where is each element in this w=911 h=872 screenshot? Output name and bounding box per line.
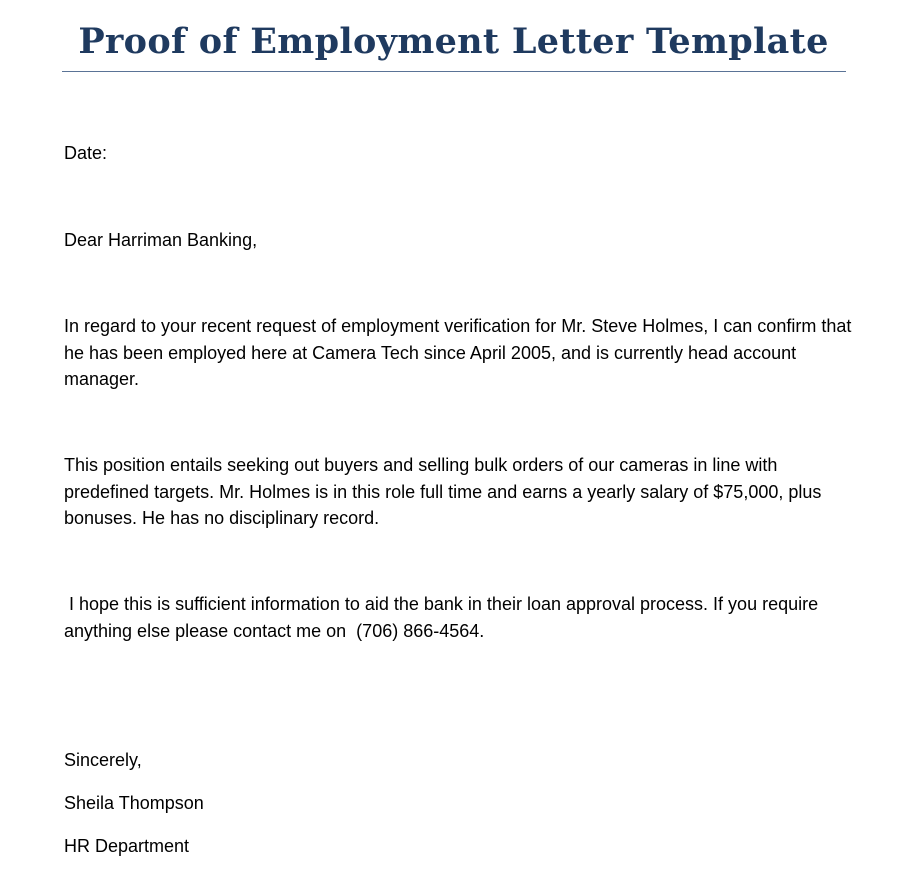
signer-department: HR Department — [64, 836, 190, 856]
date-label: Date: — [64, 143, 108, 163]
title-divider — [62, 71, 846, 72]
salutation: Dear Harriman Banking, — [64, 230, 258, 250]
paragraph-verification: In regard to your recent request of employment verification for Mr. Steve Holmes, I can confirm that he has been employed here at Camera Tech since April 2005, and is currently head account manager. — [64, 316, 857, 389]
paragraph-position-details: This position entails seeking out buyers and selling bulk orders of our cameras in line with predefined targets. Mr. Holmes is in this role full time and earns a yearly salary of $75,000, plus bonuses. He has no disciplinary record. — [64, 455, 827, 528]
closing: Sincerely, — [64, 750, 142, 770]
paragraph-contact: I hope this is sufficient information to aid the bank in their loan approval process. If you require anything else please contact me on (706) 866-4564. — [64, 594, 824, 641]
signer-name: Sheila Thompson — [64, 793, 204, 813]
document-title: Proof of Employment Letter Template — [78, 21, 829, 62]
